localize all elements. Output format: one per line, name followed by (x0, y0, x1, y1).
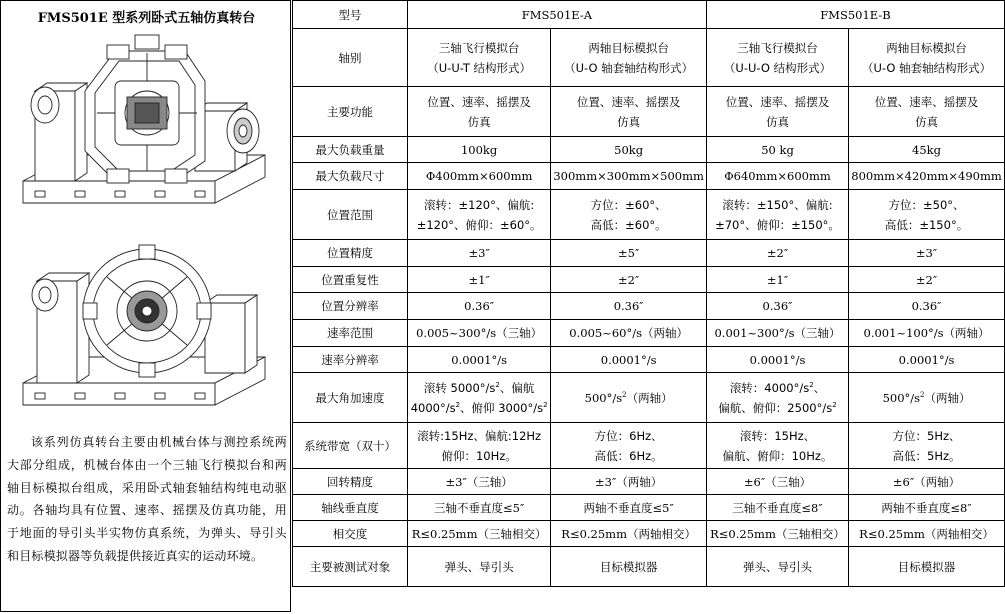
cell-line: R≤0.25mm（三轴相交） (411, 526, 547, 541)
table-row (293, 373, 1005, 423)
product-description: 该系列仿真转台主要由机械台体与测控系统两大部分组成，机械台体由一个三轴飞行模拟台和两轴目标模拟台组成，采用卧式轴套轴结构纯电动驱动。各轴均具有位置、速率、摇摆及仿真功能，用于地面的导引头半实物仿真系统，为弹头、导引头和目标模拟器等负载提供接近真实的运动环境。 (7, 435, 287, 563)
table-cell (849, 521, 1005, 547)
table-cell (706, 293, 848, 320)
row-label: 位置范围 (293, 190, 408, 240)
row-label: 位置精度 (293, 240, 408, 267)
cell-line: 方位：5Hz、 (892, 428, 961, 443)
table-cell (551, 469, 707, 495)
table-cell (551, 495, 707, 521)
table-row (293, 137, 1005, 163)
row-label: 回转精度 (293, 469, 408, 495)
table-cell (551, 137, 707, 163)
product-title: FMS501E 型系列卧式五轴仿真转台 (37, 11, 256, 26)
cell-line: 滚转 $5000^\circ/s^2$、偏航 (423, 380, 535, 395)
table-cell (407, 293, 550, 320)
table-cell (551, 29, 707, 87)
table-row (293, 190, 1005, 240)
table-cell (551, 163, 707, 190)
table-row (293, 87, 1005, 137)
table-cell (849, 267, 1005, 293)
table-cell (849, 29, 1005, 87)
cell-line: 滚转:15Hz、偏航:12Hz (417, 428, 542, 443)
cell-line: 0.36″ (464, 299, 495, 313)
table-cell (407, 373, 550, 423)
cell-line: R≤0.25mm（两轴相交） (561, 526, 696, 541)
table-cell (706, 373, 848, 423)
table-cell (849, 469, 1005, 495)
table-cell (706, 547, 848, 587)
cell-line: 0.0001°/s (451, 352, 508, 367)
table-cell (551, 293, 707, 320)
table-cell (407, 469, 550, 495)
cell-line: 0.0001°/s (898, 352, 955, 367)
row-label: 最大角加速度 (293, 373, 408, 423)
table-cell (706, 495, 848, 521)
cell-line: 滚转：$4000^\circ/s^2$、 (729, 380, 826, 395)
table-row (293, 29, 1005, 87)
table-cell (706, 87, 848, 137)
table-cell (407, 521, 550, 547)
cell-line: 仿真 (467, 114, 491, 129)
cell-line: 两轴目标模拟台 (886, 40, 967, 55)
cell-line: 俯仰：10Hz。 (441, 448, 517, 463)
table-row (293, 547, 1005, 587)
cell-line: ±6″（两轴） (892, 474, 961, 489)
table-cell (551, 373, 707, 423)
table-cell (849, 423, 1005, 469)
table-cell (849, 373, 1005, 423)
table-row (293, 495, 1005, 521)
header-model-b: FMS501E-B (706, 1, 1004, 29)
table-cell (407, 423, 550, 469)
table-cell (849, 293, 1005, 320)
row-label: 主要功能 (293, 87, 408, 137)
table-cell (706, 137, 848, 163)
table-cell (849, 190, 1005, 240)
table-cell (551, 190, 707, 240)
three-axis-turntable-drawing (15, 31, 277, 221)
cell-line: 三轴飞行模拟台 (737, 40, 818, 55)
row-label: 相交度 (293, 521, 408, 547)
table-cell (706, 521, 848, 547)
table-row (293, 320, 1005, 347)
table-cell (706, 267, 848, 293)
cell-line: 0.005~60°/s（两轴） (569, 326, 688, 340)
cell-line: 0.001~100°/s（两轴） (863, 326, 990, 340)
table-cell (849, 137, 1005, 163)
cell-line: R≤0.25mm（两轴相交） (859, 526, 994, 541)
cell-line: 滚转：15Hz、 (739, 428, 816, 443)
row-label: 最大负载重量 (293, 137, 408, 163)
cell-line: 0.0001°/s (600, 352, 657, 367)
table-cell (849, 347, 1005, 373)
cell-line: 两轴不垂直度≤5″ (583, 500, 674, 515)
table-row (293, 240, 1005, 267)
table-cell (407, 87, 550, 137)
cell-line: （U-U-T 结构形式） (427, 60, 532, 75)
cell-line: 两轴目标模拟台 (588, 40, 669, 55)
row-label: 最大负载尺寸 (293, 163, 408, 190)
table-cell (551, 521, 707, 547)
cell-line: ±2″ (618, 272, 640, 287)
table-cell (407, 320, 550, 347)
table-cell (551, 347, 707, 373)
cell-line: 仿真 (617, 114, 641, 129)
table-cell (849, 163, 1005, 190)
table-cell (849, 87, 1005, 137)
cell-line: 目标模拟器 (599, 559, 658, 574)
cell-line: $4000^\circ/s^2$、俯仰 $3000^\circ/s^2$ (410, 400, 548, 415)
row-label: 轴别 (293, 29, 408, 87)
cell-line: Φ640mm×600mm (724, 169, 831, 183)
cell-line: ±70°、俯仰：±150°。 (715, 217, 840, 232)
cell-line: （U-O 轴套轴结构形式） (861, 60, 992, 75)
cell-line: 方位：6Hz、 (594, 428, 663, 443)
cell-line: （U-O 轴套轴结构形式） (564, 60, 694, 75)
row-label: 轴线垂直度 (293, 495, 408, 521)
cell-line: 50kg (614, 142, 644, 157)
table-cell (551, 267, 707, 293)
cell-line: 0.36″ (613, 299, 644, 313)
cell-line: 100kg (460, 142, 498, 157)
cell-line: Φ400mm×600mm (425, 169, 533, 183)
table-row (293, 423, 1005, 469)
cell-line: ±3″（三轴） (445, 474, 513, 489)
cell-line: ±2″ (915, 272, 938, 287)
cell-line: 位置、速率、摇摆及 (576, 94, 681, 109)
table-cell (706, 29, 848, 87)
cell-line: ±2″ (766, 246, 789, 260)
table-cell (849, 547, 1005, 587)
table-cell (849, 320, 1005, 347)
cell-line: $500^\circ/s^2$（两轴） (882, 390, 971, 405)
spec-table (292, 0, 1005, 587)
cell-line: 弹头、导引头 (444, 559, 514, 574)
cell-line: 0.36″ (911, 299, 942, 313)
cell-line: 高低：±150°。 (884, 217, 969, 232)
cell-line: R≤0.25mm（三轴相交） (710, 526, 845, 541)
table-cell (407, 347, 550, 373)
table-cell (407, 547, 550, 587)
cell-line: $500^\circ/s^2$（两轴） (584, 390, 673, 405)
table-cell (849, 495, 1005, 521)
cell-line: 滚转：±150°、偏航: (722, 197, 833, 212)
table-row (293, 521, 1005, 547)
cell-line: ±3″ (468, 246, 490, 260)
table-cell (407, 190, 550, 240)
table-cell (551, 240, 707, 267)
cell-line: 偏航、俯仰：10Hz。 (722, 448, 833, 463)
table-header-row (293, 1, 1005, 29)
cell-line: 300mm×300mm×500mm (553, 169, 704, 183)
cell-line: 50 kg (761, 142, 794, 157)
cell-line: 高低：6Hz。 (594, 448, 663, 463)
cell-line: 目标模拟器 (897, 559, 956, 574)
header-model-a: FMS501E-A (407, 1, 706, 29)
cell-line: 仿真 (915, 114, 939, 129)
cell-line: 位置、速率、摇摆及 (874, 94, 979, 109)
row-label: 位置分辨率 (293, 293, 408, 320)
cell-line: 高低：5Hz。 (892, 448, 961, 463)
cell-line: 位置、速率、摇摆及 (427, 94, 531, 109)
cell-line: ±3″（两轴） (595, 474, 663, 489)
row-label: 速率范围 (293, 320, 408, 347)
cell-line: 高低：±60°。 (590, 217, 667, 232)
table-row (293, 293, 1005, 320)
cell-line: 三轴不垂直度≤8″ (732, 500, 823, 515)
row-label: 系统带宽（双十） (293, 423, 408, 469)
table-cell (551, 320, 707, 347)
cell-line: ±1″ (468, 272, 490, 287)
table-cell (551, 87, 707, 137)
cell-line: 三轴飞行模拟台 (438, 40, 520, 55)
cell-line: 仿真 (766, 114, 789, 129)
cell-line: 0.36″ (762, 299, 793, 313)
table-row (293, 267, 1005, 293)
table-cell (407, 29, 550, 87)
table-row (293, 469, 1005, 495)
cell-line: （U-U-O 结构形式） (723, 60, 832, 75)
cell-line: ±120°、俯仰：±60°。 (416, 217, 542, 232)
cell-line: 方位：±50°、 (888, 197, 965, 212)
table-cell (407, 267, 550, 293)
header-label: 型号 (293, 1, 408, 29)
table-cell (706, 190, 848, 240)
table-cell (407, 495, 550, 521)
table-cell (551, 547, 707, 587)
cell-line: 偏航、俯仰：$2500^\circ/s^2$ (718, 400, 837, 415)
table-cell (706, 320, 848, 347)
cell-line: 弹头、导引头 (743, 559, 812, 574)
cell-line: ±6″（三轴） (743, 474, 812, 489)
cell-line: 三轴不垂直度≤5″ (434, 500, 525, 515)
table-cell (407, 163, 550, 190)
table-cell (706, 469, 848, 495)
cell-line: ±3″ (915, 246, 938, 260)
row-label: 主要被测试对象 (293, 547, 408, 587)
cell-line: 45kg (912, 142, 942, 157)
table-cell (849, 240, 1005, 267)
cell-line: 0.005~300°/s（三轴） (416, 326, 543, 340)
table-cell (407, 137, 550, 163)
table-row (293, 163, 1005, 190)
table-cell (551, 423, 707, 469)
cell-line: 800mm×420mm×490mm (851, 169, 1002, 183)
cell-line: 位置、速率、摇摆及 (725, 94, 830, 109)
cell-line: 两轴不垂直度≤8″ (881, 500, 972, 515)
two-axis-turntable-drawing (15, 233, 277, 423)
row-label: 速率分辨率 (293, 347, 408, 373)
table-cell (706, 240, 848, 267)
cell-line: ±1″ (766, 272, 789, 287)
cell-line: 滚转：±120°、偏航: (424, 197, 535, 212)
cell-line: 方位：±60°、 (590, 197, 667, 212)
cell-line: 0.001~300°/s（三轴） (714, 326, 841, 340)
table-row (293, 347, 1005, 373)
table-cell (706, 163, 848, 190)
table-cell (706, 423, 848, 469)
product-intro-panel (0, 0, 291, 612)
cell-line: 0.0001°/s (749, 352, 806, 367)
cell-line: ±5″ (618, 246, 640, 260)
table-cell (706, 347, 848, 373)
row-label: 位置重复性 (293, 267, 408, 293)
table-cell (407, 240, 550, 267)
